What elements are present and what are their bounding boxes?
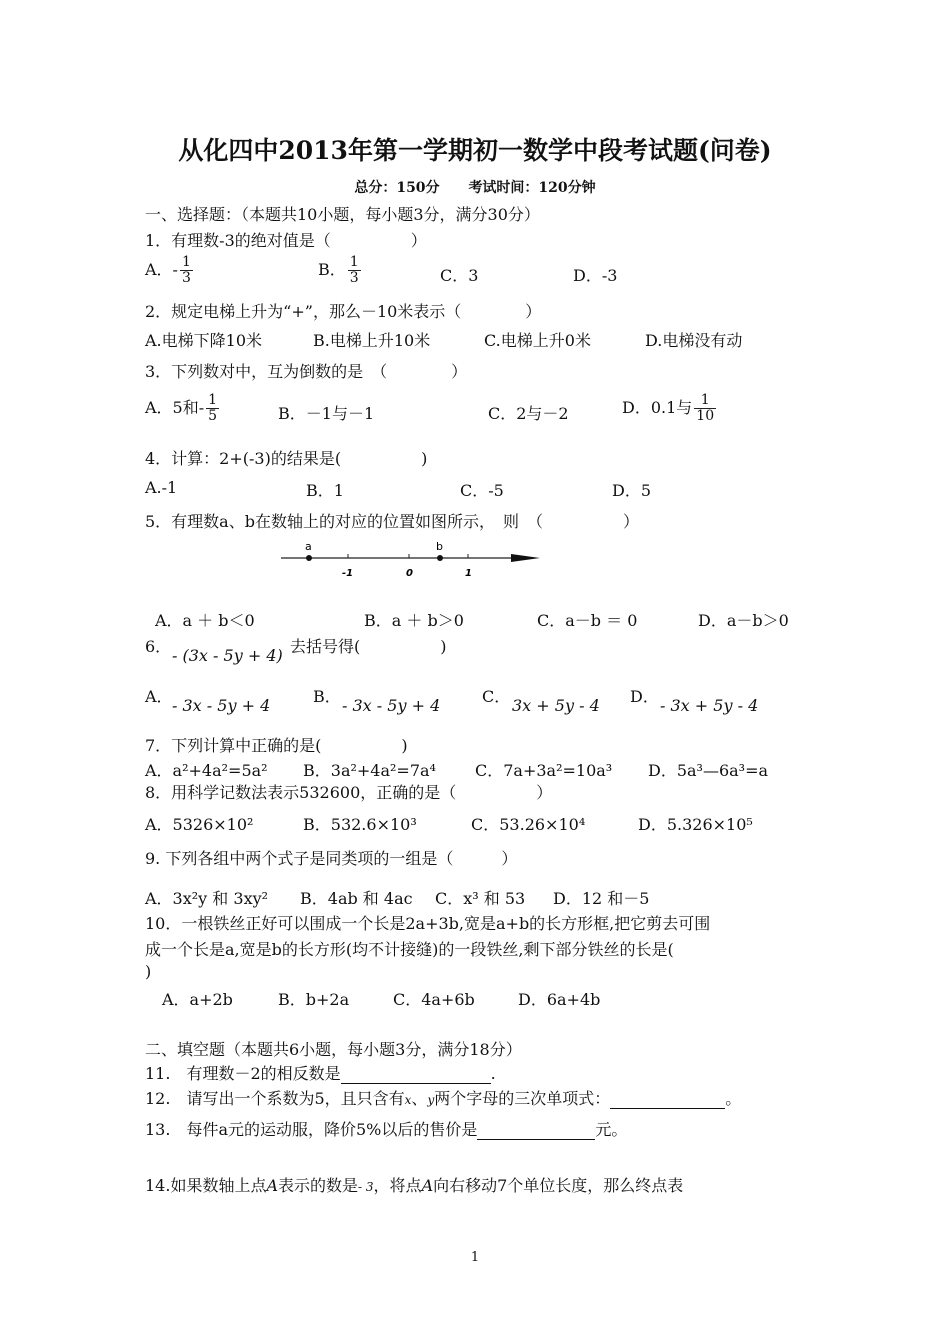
q1-option-d: D．-3 bbox=[573, 266, 618, 285]
answer-blank[interactable] bbox=[477, 1123, 595, 1140]
q10-line3: ) bbox=[145, 962, 152, 981]
point-b-label: b bbox=[436, 540, 443, 553]
q6-option-a-label: A． bbox=[145, 687, 173, 706]
number-line-figure bbox=[278, 535, 548, 583]
q2-stem: 2．规定电梯上升为“+”，那么－10米表示（ ） bbox=[145, 302, 542, 321]
q6-tail: 去括号得( ) bbox=[290, 637, 447, 656]
fraction: $\frac{1}{5}$ bbox=[208, 392, 218, 424]
fraction: $\frac{1}{3}$ bbox=[349, 254, 359, 286]
q1-option-c: C．3 bbox=[440, 266, 479, 285]
section1-heading: 一、选择题：（本题共10小题，每小题3分，满分30分） bbox=[145, 205, 540, 224]
q10-option-b: B．b+2a bbox=[278, 990, 350, 1009]
q12: 12. 请写出一个系数为5，且只含有x、y两个字母的三次单项式： 。 bbox=[145, 1089, 742, 1108]
q5-option-a: A．a ＋ b＜0 bbox=[155, 611, 255, 630]
q4-option-b: B．1 bbox=[306, 481, 344, 500]
section2-heading: 二、填空题（本题共6小题，每小题3分，满分18分） bbox=[145, 1040, 522, 1059]
q2-option-b: B.电梯上升10米 bbox=[313, 331, 431, 350]
q6-option-d: - 3x + 5y - 4 bbox=[660, 696, 759, 715]
q9-option-a: A．3x²y 和 3xy² bbox=[145, 889, 269, 908]
q2-option-a: A.电梯下降10米 bbox=[145, 331, 263, 350]
q10-option-c: C．4a+6b bbox=[393, 990, 475, 1009]
page-number: 1 bbox=[470, 1250, 480, 1265]
q6-option-c-label: C． bbox=[482, 687, 511, 706]
q3-option-c: C．2与－2 bbox=[488, 404, 569, 423]
q5-option-b: B．a ＋ b＞0 bbox=[364, 611, 464, 630]
q9-stem: 9. 下列各组中两个式子是同类项的一组是（ ） bbox=[145, 849, 518, 868]
q6-option-b-label: B． bbox=[313, 687, 341, 706]
q11: 11. 有理数－2的相反数是 . bbox=[145, 1064, 496, 1083]
q5-option-c: C．a－b ＝ 0 bbox=[537, 611, 638, 630]
q4-option-c: C．-5 bbox=[460, 481, 504, 500]
q6-option-a: - 3x - 5y + 4 bbox=[172, 696, 271, 715]
tick-label-0: 0 bbox=[406, 568, 413, 579]
q7-option-d: D．5a³—6a³=a bbox=[648, 761, 769, 780]
q9-option-b: B．4ab 和 4ac bbox=[300, 889, 413, 908]
q14: 14.如果数轴上点A表示的数是- 3，将点A向右移动7个单位长度，那么终点表 bbox=[145, 1176, 684, 1195]
point-b-dot bbox=[437, 555, 443, 561]
q2-option-c: C.电梯上升0米 bbox=[484, 331, 591, 350]
q8-stem: 8．用科学记数法表示532600，正确的是（ ） bbox=[145, 783, 553, 802]
q3-stem: 3．下列数对中，互为倒数的是 （ ） bbox=[145, 362, 468, 381]
answer-blank[interactable] bbox=[341, 1067, 491, 1084]
q3-option-b: B．－1与－1 bbox=[278, 404, 375, 423]
q8-option-b: B．532.6×10³ bbox=[303, 815, 417, 834]
q3-option-d: D．0.1与 $\frac{1}{10}$ bbox=[622, 392, 715, 424]
q6-option-d-label: D． bbox=[630, 687, 659, 706]
q5-stem: 5．有理数a、b在数轴上的对应的位置如图所示， 则 （ ） bbox=[145, 512, 639, 531]
q8-option-a: A．5326×10² bbox=[145, 815, 254, 834]
exam-time: 考试时间：120分钟 bbox=[468, 180, 596, 196]
point-a-dot bbox=[306, 555, 312, 561]
q10-option-d: D．6a+4b bbox=[518, 990, 601, 1009]
q4-option-a: A.-1 bbox=[145, 478, 178, 497]
q1-option-b: B． $\frac{1}{3}$ bbox=[318, 254, 359, 286]
q6-number: 6． bbox=[145, 637, 172, 656]
q7-option-b: B．3a²+4a²=7a⁴ bbox=[303, 761, 436, 780]
q7-option-c: C．7a+3a²=10a³ bbox=[475, 761, 613, 780]
q6-option-b: - 3x - 5y + 4 bbox=[342, 696, 441, 715]
q6-expression: - (3x - 5y + 4) bbox=[172, 646, 283, 665]
q8-option-d: D．5.326×10⁵ bbox=[638, 815, 753, 834]
q4-option-d: D．5 bbox=[612, 481, 652, 500]
q3-option-a: A．5和- $\frac{1}{5}$ bbox=[145, 392, 218, 424]
q1-option-a: A．- $\frac{1}{3}$ bbox=[145, 254, 191, 286]
total-score: 总分：150分 bbox=[354, 180, 440, 196]
q4-stem: 4．计算：2+(-3)的结果是( ) bbox=[145, 449, 428, 468]
q1-stem: 1．有理数-3的绝对值是（ ） bbox=[145, 231, 427, 250]
q13: 13. 每件a元的运动服，降价5%以后的售价是 元。 bbox=[145, 1120, 628, 1139]
tick-label-neg1: -1 bbox=[342, 568, 354, 579]
exam-meta bbox=[0, 177, 950, 197]
answer-blank[interactable] bbox=[610, 1092, 725, 1109]
q9-option-c: C．x³ 和 53 bbox=[435, 889, 526, 908]
tick-label-1: 1 bbox=[465, 568, 472, 579]
q7-option-a: A．a²+4a²=5a² bbox=[145, 761, 268, 780]
exam-title: 从化四中2013年第一学期初一数学中段考试题(问卷) bbox=[178, 136, 772, 165]
q8-option-c: C．53.26×10⁴ bbox=[471, 815, 586, 834]
q6-option-c: 3x + 5y - 4 bbox=[512, 696, 600, 715]
q10-line2: 成一个长是a,宽是b的长方形(均不计接缝)的一段铁丝,剩下部分铁丝的长是( bbox=[145, 940, 674, 959]
q7-stem: 7．下列计算中正确的是( ) bbox=[145, 736, 408, 755]
q10-option-a: A．a+2b bbox=[162, 990, 233, 1009]
q9-option-d: D．12 和－5 bbox=[553, 889, 650, 908]
q2-option-d: D.电梯没有动 bbox=[645, 331, 743, 350]
q10-line1: 10．一根铁丝正好可以围成一个长是2a+3b,宽是a+b的长方形框,把它剪去可围 bbox=[145, 914, 711, 933]
number-line-arrow bbox=[511, 554, 540, 562]
fraction: $\frac{1}{3}$ bbox=[181, 254, 191, 286]
point-a-label: a bbox=[305, 540, 312, 553]
q5-option-d: D．a－b＞0 bbox=[698, 611, 789, 630]
fraction: $\frac{1}{10}$ bbox=[696, 392, 715, 424]
